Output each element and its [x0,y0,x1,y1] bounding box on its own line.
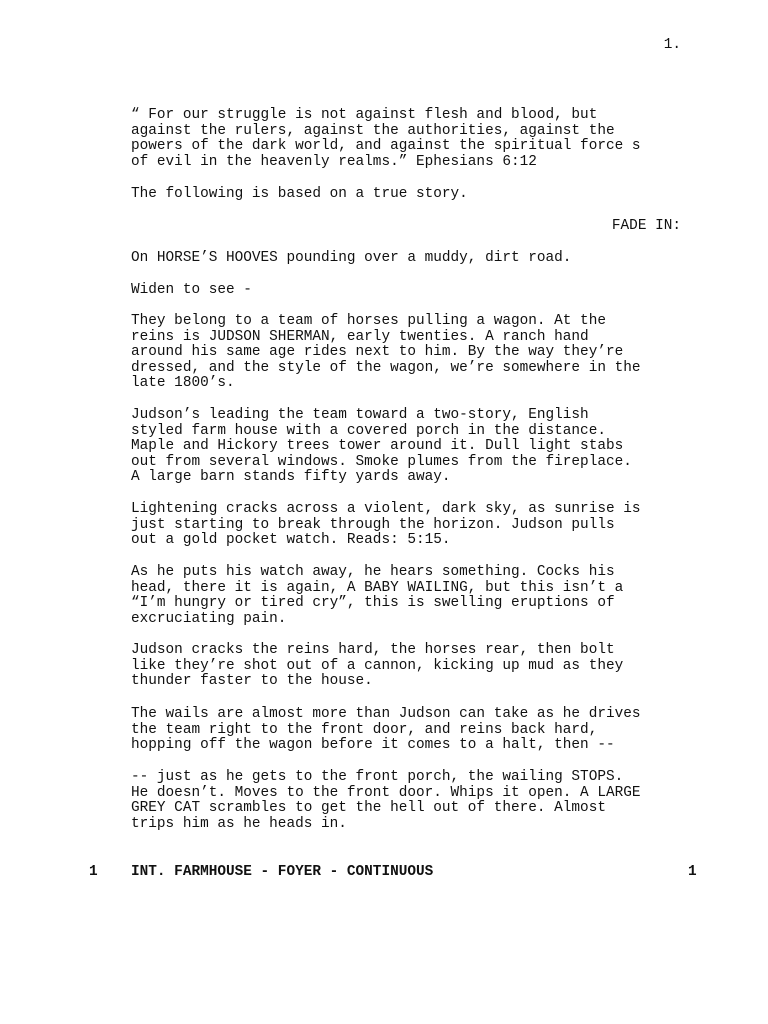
action-paragraph: They belong to a team of horses pulling a wagon. At the reins is JUDSON SHERMAN, early twenties. A ranch hand around his same age rides next to him. By the way they’re dressed, and the style of the wagon, we’re somewhere in the late 1800’s. [131,313,641,392]
epigraph: “ For our struggle is not against flesh and blood, but against the rulers, against the authorities, against the powers of the dark world, and against the spiritual force s of evil in the heavenly realms.” Ephesians 6:12 [131,107,641,170]
action-paragraph: Judson’s leading the team toward a two-story, English styled farm house with a covered porch in the distance. Maple and Hickory trees tower around it. Dull light stabs out from several windows. Smoke plumes from the fireplace. A large barn stands fifty yards away. [131,407,632,486]
action-paragraph: As he puts his watch away, he hears something. Cocks his head, there it is again, A BABY WAILING, but this isn’t a “I’m hungry or tired cry”, this is swelling eruptions of excruciating pain. [131,564,624,627]
page-number: 1. [663,37,681,53]
action-paragraph: Widen to see - [131,282,252,298]
transition-fade-in: FADE IN: [611,218,681,234]
action-paragraph: -- just as he gets to the front porch, the wailing STOPS. He doesn’t. Moves to the front door. Whips it open. A LARGE GREY CAT scrambles to get the hell out of there. Almost trips him as he heads in. [131,769,641,832]
action-paragraph: The wails are almost more than Judson can take as he drives the team right to the front door, and reins back hard, hopping off the wagon before it comes to a halt, then -- [131,706,641,754]
action-paragraph: On HORSE’S HOOVES pounding over a muddy, dirt road. [131,250,572,266]
scene-heading-text: INT. FARMHOUSE - FOYER - CONTINUOUS [131,864,434,880]
scene-number-left: 1 [89,864,98,880]
scene-number-right: 1 [688,864,697,880]
action-paragraph: Lightening cracks across a violent, dark sky, as sunrise is just starting to break through the horizon. Judson pulls out a gold pocket watch. Reads: 5:15. [131,501,641,549]
action-paragraph: Judson cracks the reins hard, the horses rear, then bolt like they’re shot out of a cannon, kicking up mud as they thunder faster to the house. [131,642,624,690]
true-story-note: The following is based on a true story. [131,186,468,202]
